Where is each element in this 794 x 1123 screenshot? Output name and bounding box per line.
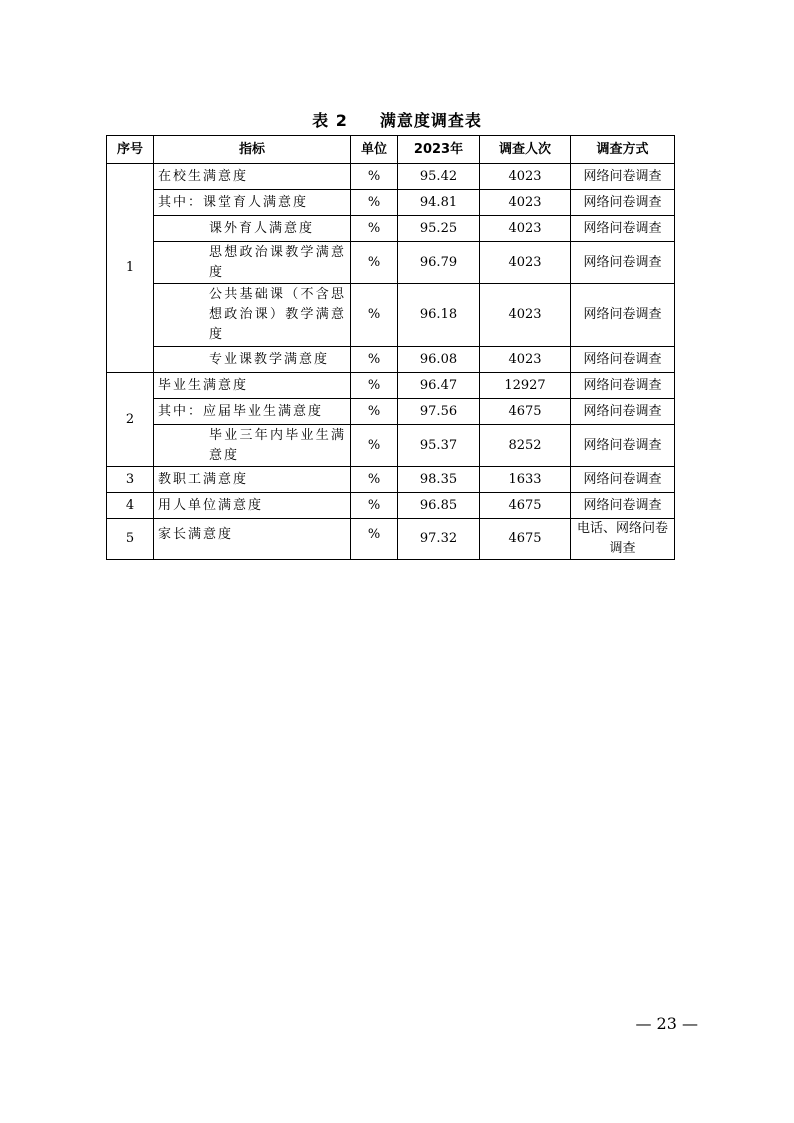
method-cell: 网络问卷调查: [571, 425, 675, 467]
table-caption: [0, 108, 794, 131]
table-row: [107, 242, 675, 284]
unit-cell: %: [351, 164, 398, 190]
table-row: [107, 284, 675, 347]
table-row: [107, 164, 675, 190]
unit-cell: %: [351, 425, 398, 467]
count-cell: 12927: [480, 373, 571, 399]
count-cell: 4675: [480, 399, 571, 425]
table-row: [107, 373, 675, 399]
indicator-cell: 其中：应届毕业生满意度: [154, 399, 351, 425]
unit-cell: %: [351, 242, 398, 284]
value-cell: 96.85: [398, 493, 480, 519]
count-cell: 4675: [480, 493, 571, 519]
header-row: [107, 136, 675, 164]
method-cell: 网络问卷调查: [571, 284, 675, 347]
count-cell: 4023: [480, 284, 571, 347]
unit-cell: %: [351, 493, 398, 519]
indicator-cell: 毕业三年内毕业生满意度: [154, 425, 351, 467]
count-cell: 4023: [480, 164, 571, 190]
indicator-cell: 思想政治课教学满意度: [154, 242, 351, 284]
method-cell: 网络问卷调查: [571, 467, 675, 493]
table-row: [107, 467, 675, 493]
count-cell: 4023: [480, 242, 571, 284]
method-cell: 网络问卷调查: [571, 493, 675, 519]
indicator-cell: 公共基础课（不含思想政治课）教学满意度: [154, 284, 351, 347]
indicator-cell: 教职工满意度: [154, 467, 351, 493]
method-cell: 网络问卷调查: [571, 399, 675, 425]
table-row: [107, 493, 675, 519]
count-cell: 4023: [480, 216, 571, 242]
method-cell: 网络问卷调查: [571, 190, 675, 216]
header-seq: 序号: [107, 136, 154, 164]
count-cell: 4023: [480, 347, 571, 373]
page-number: — 23 —: [635, 1014, 698, 1033]
unit-cell: %: [351, 373, 398, 399]
count-cell: 1633: [480, 467, 571, 493]
table-row: [107, 399, 675, 425]
indicator-cell: 课外育人满意度: [154, 216, 351, 242]
value-cell: 97.32: [398, 519, 480, 560]
unit-cell: %: [351, 399, 398, 425]
table-row: [107, 216, 675, 242]
satisfaction-table: [106, 135, 675, 560]
header-count: 调查人次: [480, 136, 571, 164]
count-cell: 8252: [480, 425, 571, 467]
unit-cell: %: [351, 467, 398, 493]
table-row: [107, 425, 675, 467]
value-cell: 96.79: [398, 242, 480, 284]
indicator-cell: 家长满意度: [154, 519, 351, 560]
value-cell: 95.42: [398, 164, 480, 190]
value-cell: 97.56: [398, 399, 480, 425]
count-cell: 4675: [480, 519, 571, 560]
method-cell: 网络问卷调查: [571, 242, 675, 284]
value-cell: 96.47: [398, 373, 480, 399]
table-row: [107, 190, 675, 216]
table-row: [107, 347, 675, 373]
method-cell: 网络问卷调查: [571, 347, 675, 373]
seq-cell: 3: [107, 467, 154, 493]
value-cell: 95.37: [398, 425, 480, 467]
indicator-cell: 毕业生满意度: [154, 373, 351, 399]
count-cell: 4023: [480, 190, 571, 216]
value-cell: 95.25: [398, 216, 480, 242]
value-cell: 96.18: [398, 284, 480, 347]
method-cell: 网络问卷调查: [571, 216, 675, 242]
method-cell: 网络问卷调查: [571, 373, 675, 399]
seq-cell: 1: [107, 164, 154, 373]
method-cell: 网络问卷调查: [571, 164, 675, 190]
unit-cell: %: [351, 190, 398, 216]
value-cell: 98.35: [398, 467, 480, 493]
table-row: [107, 519, 675, 560]
method-cell: 电话、网络问卷调查: [571, 519, 675, 560]
header-unit: 单位: [351, 136, 398, 164]
unit-cell: %: [351, 347, 398, 373]
header-year: 2023年: [398, 136, 480, 164]
table-number: 表 2: [312, 111, 348, 130]
header-indicator: 指标: [154, 136, 351, 164]
indicator-cell: 其中：课堂育人满意度: [154, 190, 351, 216]
unit-cell: %: [351, 284, 398, 347]
indicator-cell: 专业课教学满意度: [154, 347, 351, 373]
table-title: 满意度调查表: [379, 111, 482, 130]
seq-cell: 5: [107, 519, 154, 560]
indicator-cell: 在校生满意度: [154, 164, 351, 190]
unit-cell: %: [351, 216, 398, 242]
value-cell: 94.81: [398, 190, 480, 216]
unit-cell: %: [351, 519, 398, 560]
value-cell: 96.08: [398, 347, 480, 373]
header-method: 调查方式: [571, 136, 675, 164]
seq-cell: 4: [107, 493, 154, 519]
indicator-cell: 用人单位满意度: [154, 493, 351, 519]
seq-cell: 2: [107, 373, 154, 467]
